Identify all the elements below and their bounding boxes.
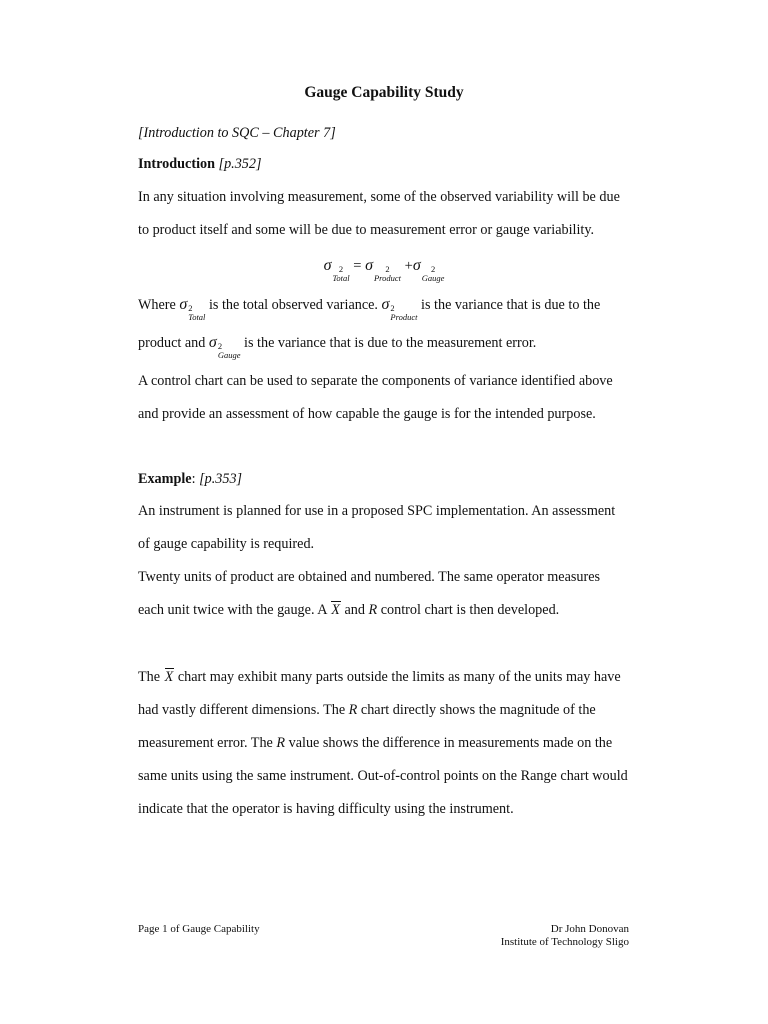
plus-sign: +	[404, 258, 413, 274]
equals-sign: =	[353, 258, 362, 274]
footer-left: Page 1 of Gauge Capability	[138, 923, 260, 935]
paragraph-line: Twenty units of product are obtained and numbered. The same operator measures	[138, 569, 601, 585]
paragraph-line: and provide an assessment of how capable the gauge is for the intended purpose.	[138, 406, 596, 422]
footer-right	[501, 923, 629, 949]
paragraph-line: each unit twice with the gauge. A X and R control chart is then developed.	[138, 602, 560, 618]
paragraph-line: The X chart may exhibit many parts outside the limits as many of the units may have	[138, 669, 621, 685]
intro-heading	[138, 155, 262, 173]
paragraph-line: had vastly different dimensions. The R chart directly shows the magnitude of the	[138, 702, 596, 718]
x-bar-symbol: X	[331, 602, 340, 618]
x-bar-symbol: X	[164, 669, 174, 685]
footer-author: Dr John Donovan	[550, 923, 629, 935]
paragraph-line: of gauge capability is required.	[138, 536, 315, 552]
r-symbol: R	[276, 735, 286, 751]
intro-page-ref: [p.352]	[218, 156, 262, 172]
sigma-product-inline: σ 2 Product	[381, 296, 418, 322]
paragraph-line: measurement error. The R value shows the difference in measurements made on the	[138, 735, 613, 751]
sigma-gauge: σ 2 Gauge	[412, 257, 445, 283]
chapter-reference: [Introduction to SQC – Chapter 7]	[138, 125, 336, 141]
paragraph-line: same units using the same instrument. Out-of-control points on the Range chart would	[138, 768, 628, 784]
footer-institution: Institute of Technology Sligo	[500, 936, 629, 948]
sigma-gauge-inline: σ 2 Gauge	[208, 334, 241, 360]
intro-heading-label: Introduction	[138, 156, 215, 172]
example-page-ref: [p.353]	[199, 471, 243, 487]
r-symbol: R	[348, 702, 358, 718]
paragraph-line: An instrument is planned for use in a proposed SPC implementation. An assessment	[138, 503, 616, 519]
paragraph-line: to product itself and some will be due to measurement error or gauge variability.	[138, 222, 595, 238]
example-heading-label: Example	[138, 471, 192, 487]
sigma-total: σ 2 Total	[323, 257, 350, 283]
sigma-product: σ 2 Product	[365, 257, 402, 283]
r-symbol: R	[368, 602, 378, 618]
paragraph-line: A control chart can be used to separate the components of variance identified above	[138, 373, 613, 389]
sigma-total-inline: σ 2 Total	[179, 296, 206, 322]
page-title: Gauge Capability Study	[304, 84, 464, 101]
example-heading: Example: [p.353]	[138, 471, 243, 487]
paragraph-line: In any situation involving measurement, some of the observed variability will be due	[138, 189, 620, 205]
paragraph-line: indicate that the operator is having difficulty using the instrument.	[138, 801, 514, 817]
product-line: product and σ 2 Gauge is the variance that is due to the measurement error.	[138, 334, 537, 360]
variance-equation	[0, 257, 768, 283]
where-line: Where σ 2 Total is the total observed variance. σ 2 Product is the variance that is due to the	[138, 296, 601, 322]
